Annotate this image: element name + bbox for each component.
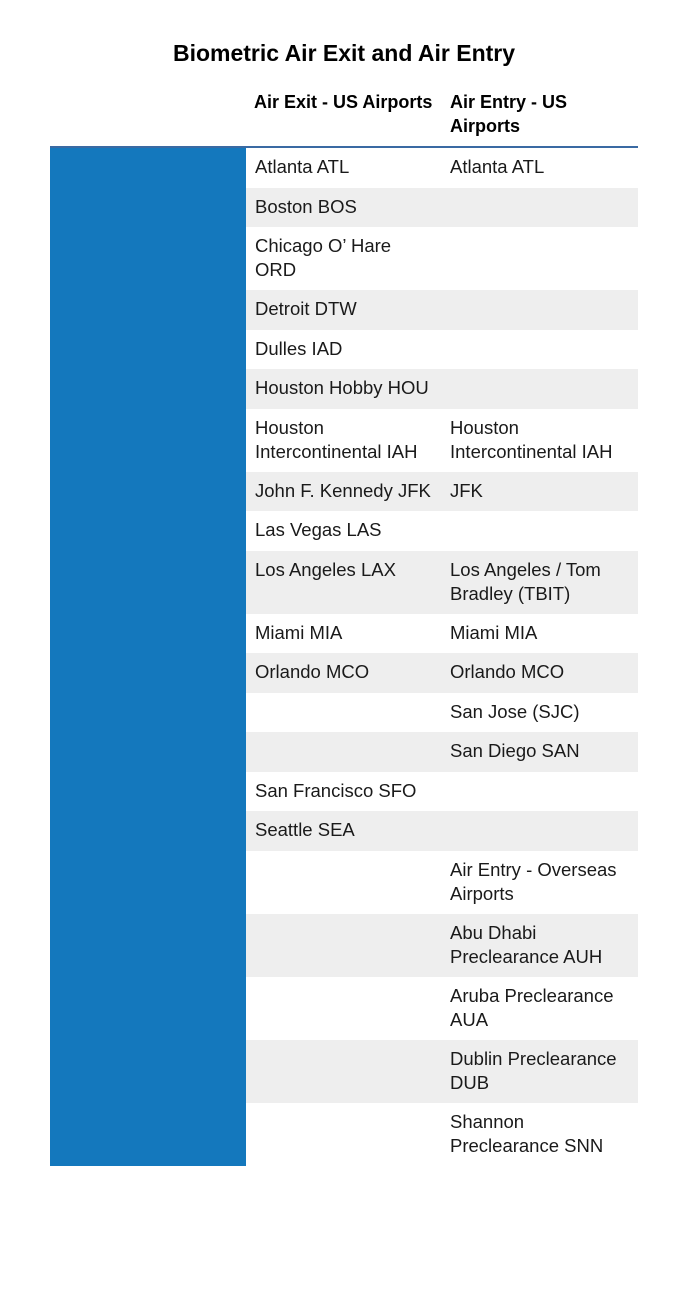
header-air-exit: Air Exit - US Airports <box>254 92 433 112</box>
cell-air-entry <box>442 188 638 228</box>
cell-air-exit <box>246 914 442 977</box>
cell-air-entry: Abu Dhabi Preclearance AUH <box>442 914 638 977</box>
cell-air-entry: Houston Intercontinental IAH <box>442 409 638 472</box>
cell-air-exit <box>246 1103 442 1166</box>
cell-air-exit <box>246 977 442 1040</box>
cell-air-exit: Boston BOS <box>246 188 442 228</box>
cell-air-entry <box>442 811 638 851</box>
cell-air-exit: Houston Intercontinental IAH <box>246 409 442 472</box>
cell-air-entry: San Jose (SJC) <box>442 693 638 733</box>
cell-air-exit <box>246 732 442 772</box>
cell-air-exit: Los Angeles LAX <box>246 551 442 614</box>
cell-air-exit: John F. Kennedy JFK <box>246 472 442 512</box>
cell-air-entry <box>442 772 638 812</box>
header-air-entry: Air Entry - US Airports <box>450 92 568 136</box>
cell-air-entry <box>442 290 638 330</box>
cell-air-exit: Orlando MCO <box>246 653 442 693</box>
cell-air-exit <box>246 851 442 914</box>
cell-air-exit: Dulles IAD <box>246 330 442 370</box>
blue-column-block <box>50 148 246 1166</box>
cell-air-entry: Dublin Preclearance DUB <box>442 1040 638 1103</box>
cell-air-entry: San Diego SAN <box>442 732 638 772</box>
cell-air-exit: Detroit DTW <box>246 290 442 330</box>
cell-air-entry: Orlando MCO <box>442 653 638 693</box>
cell-air-entry: Air Entry - Overseas Airports <box>442 851 638 914</box>
cell-air-exit <box>246 693 442 733</box>
cell-air-exit: San Francisco SFO <box>246 772 442 812</box>
page-title: Biometric Air Exit and Air Entry <box>172 40 516 66</box>
cell-air-entry <box>442 227 638 290</box>
cell-air-entry: Aruba Preclearance AUA <box>442 977 638 1040</box>
cell-air-exit: Chicago O’ Hare ORD <box>246 227 442 290</box>
cell-air-entry <box>442 330 638 370</box>
table-header <box>50 90 638 148</box>
cell-air-entry: JFK <box>442 472 638 512</box>
cell-air-exit: Houston Hobby HOU <box>246 369 442 409</box>
cell-air-entry: Shannon Preclearance SNN <box>442 1103 638 1166</box>
cell-air-exit: Miami MIA <box>246 614 442 654</box>
cell-air-entry <box>442 511 638 551</box>
cell-air-exit: Las Vegas LAS <box>246 511 442 551</box>
cell-air-entry: Los Angeles / Tom Bradley (TBIT) <box>442 551 638 614</box>
cell-air-exit <box>246 1040 442 1103</box>
cell-air-entry: Atlanta ATL <box>442 148 638 188</box>
cell-air-exit: Atlanta ATL <box>246 148 442 188</box>
cell-air-entry <box>442 369 638 409</box>
cell-air-entry: Miami MIA <box>442 614 638 654</box>
cell-air-exit: Seattle SEA <box>246 811 442 851</box>
